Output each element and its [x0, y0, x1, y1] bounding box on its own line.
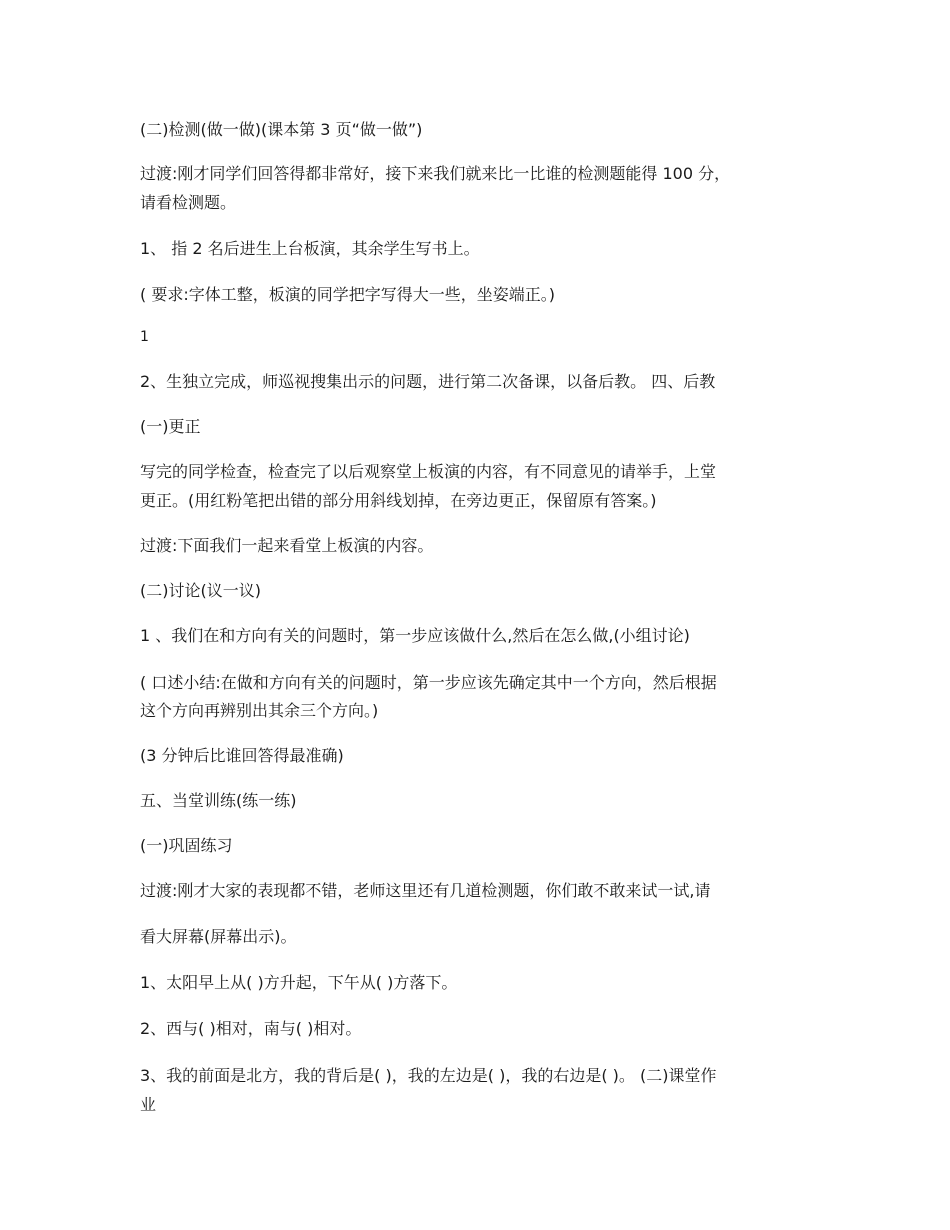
- step-1-paragraph: 1、 指 2 名后进生上台板演，其余学生写书上。: [140, 239, 480, 258]
- timing-paragraph: (3 分钟后比谁回答得最准确): [140, 746, 344, 765]
- step-2-paragraph: 2、生独立完成，师巡视搜集出示的问题，进行第二次备课，以备后教。 四、后教: [140, 372, 716, 391]
- page-number: 1: [140, 329, 149, 345]
- exercise-3-line-2: 业: [140, 1095, 157, 1114]
- practice-transition-line-1: 过渡:刚才大家的表现都不错，老师这里还有几道检测题，你们敢不敢来试一试,请: [140, 881, 711, 900]
- summary-paragraph-line-2: 这个方向再辨别出其余三个方向。): [140, 701, 379, 720]
- exercise-3-line-1: 3、我的前面是北方，我的背后是( )，我的左边是( )，我的右边是( )。 (二)课堂作: [140, 1066, 717, 1085]
- section-heading-practice: 五、当堂训练(练一练): [140, 791, 297, 810]
- transition-paragraph-line-2: 请看检测题。: [140, 193, 237, 212]
- correction-paragraph-line-2: 更正。(用红粉笔把出错的部分用斜线划掉，在旁边更正，保留原有答案。): [140, 491, 657, 510]
- transition-board-paragraph: 过渡:下面我们一起来看堂上板演的内容。: [140, 536, 434, 555]
- section-heading-discussion: (二)讨论(议一议): [140, 581, 261, 600]
- section-heading-correction: (一)更正: [140, 417, 201, 436]
- exercise-2: 2、西与( )相对，南与( )相对。: [140, 1019, 362, 1038]
- summary-paragraph-line-1: ( 口述小结:在做和方向有关的问题时，第一步应该先确定其中一个方向，然后根据: [140, 673, 717, 692]
- discussion-question-paragraph: 1 、我们在和方向有关的问题时，第一步应该做什么,然后在怎么做,(小组讨论): [140, 626, 690, 645]
- practice-transition-line-2: 看大屏幕(屏幕出示)。: [140, 927, 297, 946]
- section-heading-test: (二)检测(做一做)(课本第 3 页“做一做”): [140, 120, 423, 139]
- section-heading-consolidation: (一)巩固练习: [140, 836, 233, 855]
- transition-paragraph-line-1: 过渡:刚才同学们回答得都非常好，接下来我们就来比一比谁的检测题能得 100 分，: [140, 164, 731, 183]
- requirement-paragraph: ( 要求:字体工整，板演的同学把字写得大一些，坐姿端正。): [140, 285, 555, 304]
- exercise-1: 1、太阳早上从( )方升起，下午从( )方落下。: [140, 973, 458, 992]
- correction-paragraph-line-1: 写完的同学检查，检查完了以后观察堂上板演的内容，有不同意见的请举手，上堂: [140, 462, 717, 481]
